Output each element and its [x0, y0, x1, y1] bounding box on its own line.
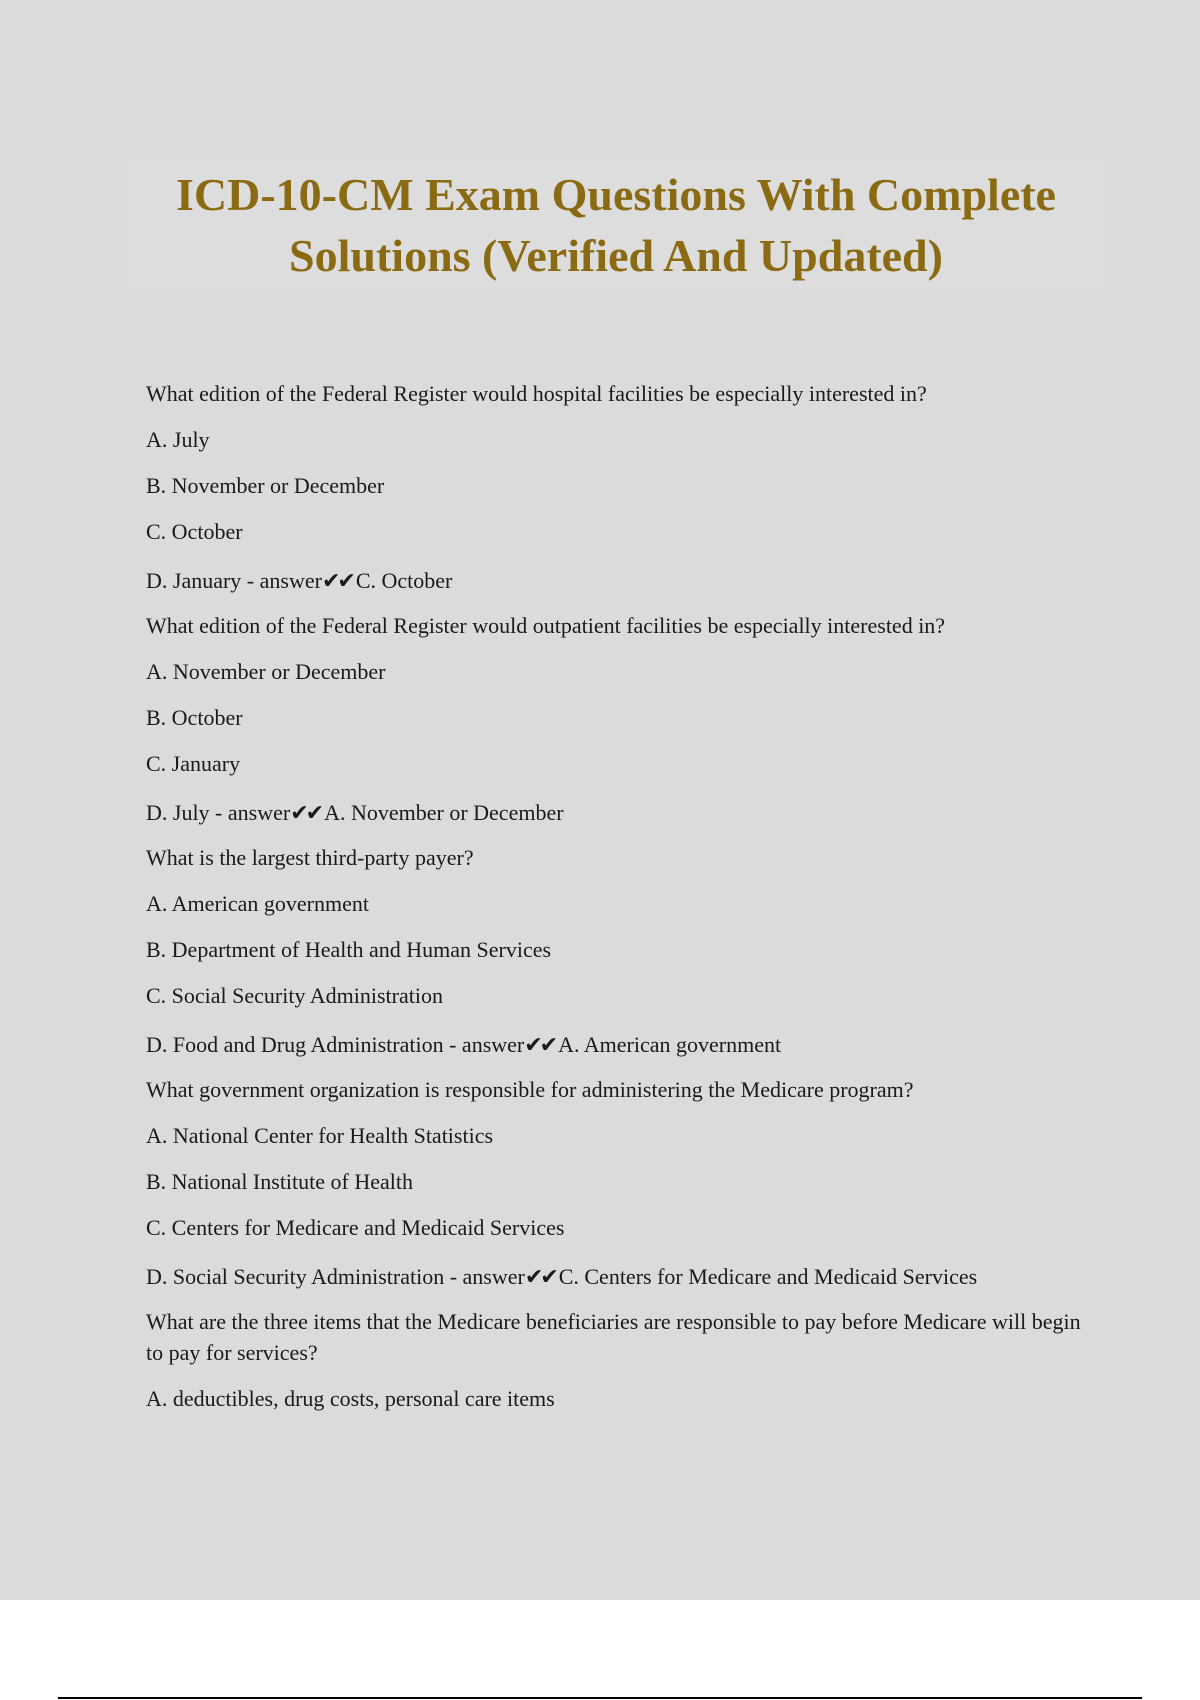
answer-option: D. January - answer [146, 568, 322, 593]
answer-option: B. November or December [146, 473, 385, 498]
correct-answer: A. American government [558, 1032, 782, 1057]
answer-option: C. January [146, 751, 241, 776]
answer-option: A. deductibles, drug costs, personal care items [146, 1386, 555, 1411]
answer-option: C. Centers for Medicare and Medicaid Services [146, 1215, 565, 1240]
answer-option: A. November or December [146, 659, 386, 684]
answer-option: A. July [146, 427, 210, 452]
answer-line [146, 797, 1086, 829]
answer-option: C. October [146, 519, 243, 544]
answer-option: B. National Institute of Health [146, 1169, 413, 1194]
correct-answer: A. November or December [324, 800, 564, 825]
correct-answer: C. October [355, 568, 453, 593]
answer-option: D. July - answer [146, 800, 291, 825]
double-check-icon: ✔✔ [524, 1265, 556, 1290]
question-text: What are the three items that the Medicare beneficiaries are responsible to pay before Medicare will begin to pay for services? [146, 1309, 1081, 1365]
question-text: What edition of the Federal Register would hospital facilities be especially interested in? [146, 381, 927, 406]
answer-option: D. Food and Drug Administration - answer [146, 1032, 525, 1057]
question-text: What edition of the Federal Register would outpatient facilities be especially interested in? [146, 613, 946, 638]
footer-divider [58, 1697, 1142, 1699]
answer-option: A. National Center for Health Statistics [146, 1123, 494, 1148]
answer-line [146, 1029, 1086, 1061]
answer-option: B. Department of Health and Human Services [146, 937, 552, 962]
answer-option: C. Social Security Administration [146, 983, 443, 1008]
question-text: What is the largest third-party payer? [146, 845, 474, 870]
document-title: ICD-10-CM Exam Questions With Complete Solutions (Verified And Updated) [176, 169, 1056, 281]
double-check-icon: ✔✔ [321, 569, 353, 594]
double-check-icon: ✔✔ [524, 1033, 556, 1058]
answer-line [146, 1261, 1086, 1293]
answer-line [146, 565, 1086, 597]
answer-option: A. American government [146, 891, 369, 916]
double-check-icon: ✔✔ [290, 801, 322, 826]
question-list [146, 378, 1086, 1414]
answer-option: D. Social Security Administration - answer [146, 1264, 525, 1289]
correct-answer: C. Centers for Medicare and Medicaid Services [558, 1264, 978, 1289]
answer-option: B. October [146, 705, 243, 730]
question-text: What government organization is responsible for administering the Medicare program? [146, 1077, 914, 1102]
